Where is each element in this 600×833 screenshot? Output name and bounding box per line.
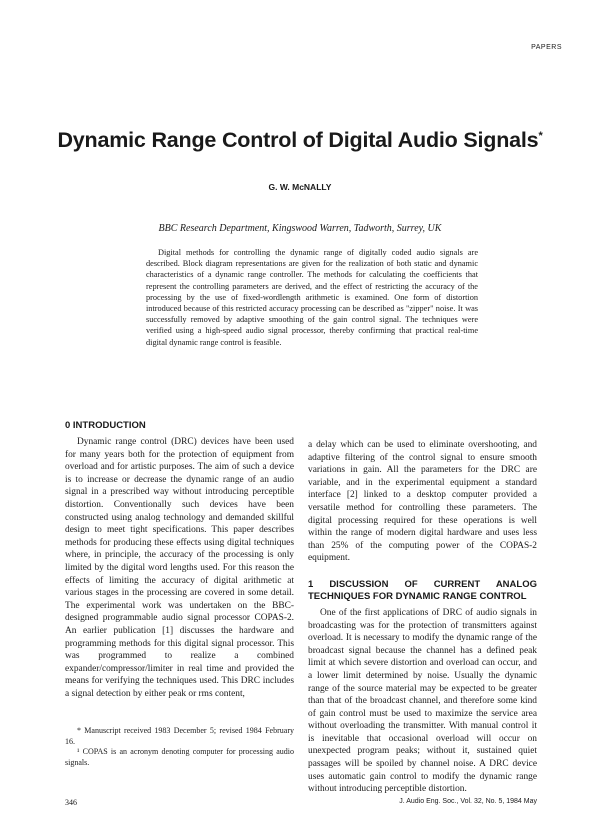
title-footnote-mark: * (538, 129, 543, 142)
paragraph: One of the first applications of DRC of audio signals in broadcasting was for the protection of transmitters against overload. It is necessary to modify the dynamic range of the broadcast signal because the channel has a defined peak limit at which severe distortion and overload can occur, and a lower limit determined by noise. Usually the dynamic range of the source material may be expected to be greater than that of the broadcast channel, and therefore some kind of gain control must be used to maximize the service area without overloading the transmitter. With manual control it is inevitable that occasional overload will occur on unexpected program peaks; without it, sustained quiet passages will be spoiled by channel noise. A DRC device uses automatic gain control to modify the dynamic range without introducing perceptible distortion. (308, 607, 537, 795)
section-heading: 0 INTRODUCTION (65, 420, 146, 431)
footnotes (65, 726, 294, 768)
left-column (65, 420, 294, 700)
abstract: Digital methods for controlling the dynamic range of digitally coded audio signals are described. Block diagram representations are given for the realization of both static and dynamic characteristics of a dynamic range controller. The methods for calculating the coefficients that represent the controlling parameters are derived, and the effect of restricting the accuracy of the processing by the use of fixed-wordlength arithmetic is examined. One form of distortion introduced because of this restricted accuracy processing can be described as "zipper" noise. It was successfully removed by adaptive smoothing of the gain control signal. The techniques were verified using a high-speed audio signal processor, thereby confirming that practical real-time digital dynamic range control is feasible. (146, 248, 478, 347)
right-column (308, 439, 537, 796)
paper-title (0, 128, 600, 153)
paragraph: a delay which can be used to eliminate overshooting, and adaptive filtering of the control signal to ensure smooth variations in gain. All the parameters for the DRC are variable, and in the experimental equipment a standard interface [2] linked to a desktop computer provided a versatile method for controlling these parameters. The digital processing required for these operations is well within the range of modern digital hardware and uses less than 25% of the computing power of the COPAS-2 equipment. (308, 440, 537, 564)
page-number: 346 (65, 798, 77, 807)
footnote: ¹ COPAS is an acronym denoting computer for processing audio signals. (65, 747, 294, 767)
title-text: Dynamic Range Control of Digital Audio Signals (57, 128, 539, 152)
paragraph: Dynamic range control (DRC) devices have been used for many years both for the protection of equipment from overload and for artistic purposes. The aim of such a device is to increase or decrease the dynamic range of an audio signal in a prescribed way without introducing perceptible distortion. Conventionally such devices have been constructed using analog technology and demanded skillful design to meet tight specifications. This paper describes methods for producing these effects using digital techniques where, in principle, the accuracy of the processing is only limited by the digital word lengths used. For this reason the effects of limiting the accuracy of digital arithmetic at various stages in the processing are covered in some detail. The experimental work was undertaken on the BBC-designed programmable audio signal processor COPAS-2. An earlier publication [1] discusses the hardware and programming methods for this digital signal processor. This was programmed to realize a combined expander/compressor/limiter in real time and provided the means for verifying the techniques used. This DRC includes a signal detection by either peak or rms content, (65, 437, 294, 699)
affiliation: BBC Research Department, Kingswood Warren, Tadworth, Surrey, UK (158, 223, 442, 234)
author: G. W. McNALLY (268, 182, 332, 192)
footnote: * Manuscript received 1983 December 5; revised 1984 February 16. (65, 726, 294, 746)
running-head: PAPERS (531, 44, 562, 51)
section-heading: 1 DISCUSSION OF CURRENT ANALOG TECHNIQUES FOR DYNAMIC RANGE CONTROL (308, 578, 537, 602)
journal-reference: J. Audio Eng. Soc., Vol. 32, No. 5, 1984 May (399, 798, 537, 805)
